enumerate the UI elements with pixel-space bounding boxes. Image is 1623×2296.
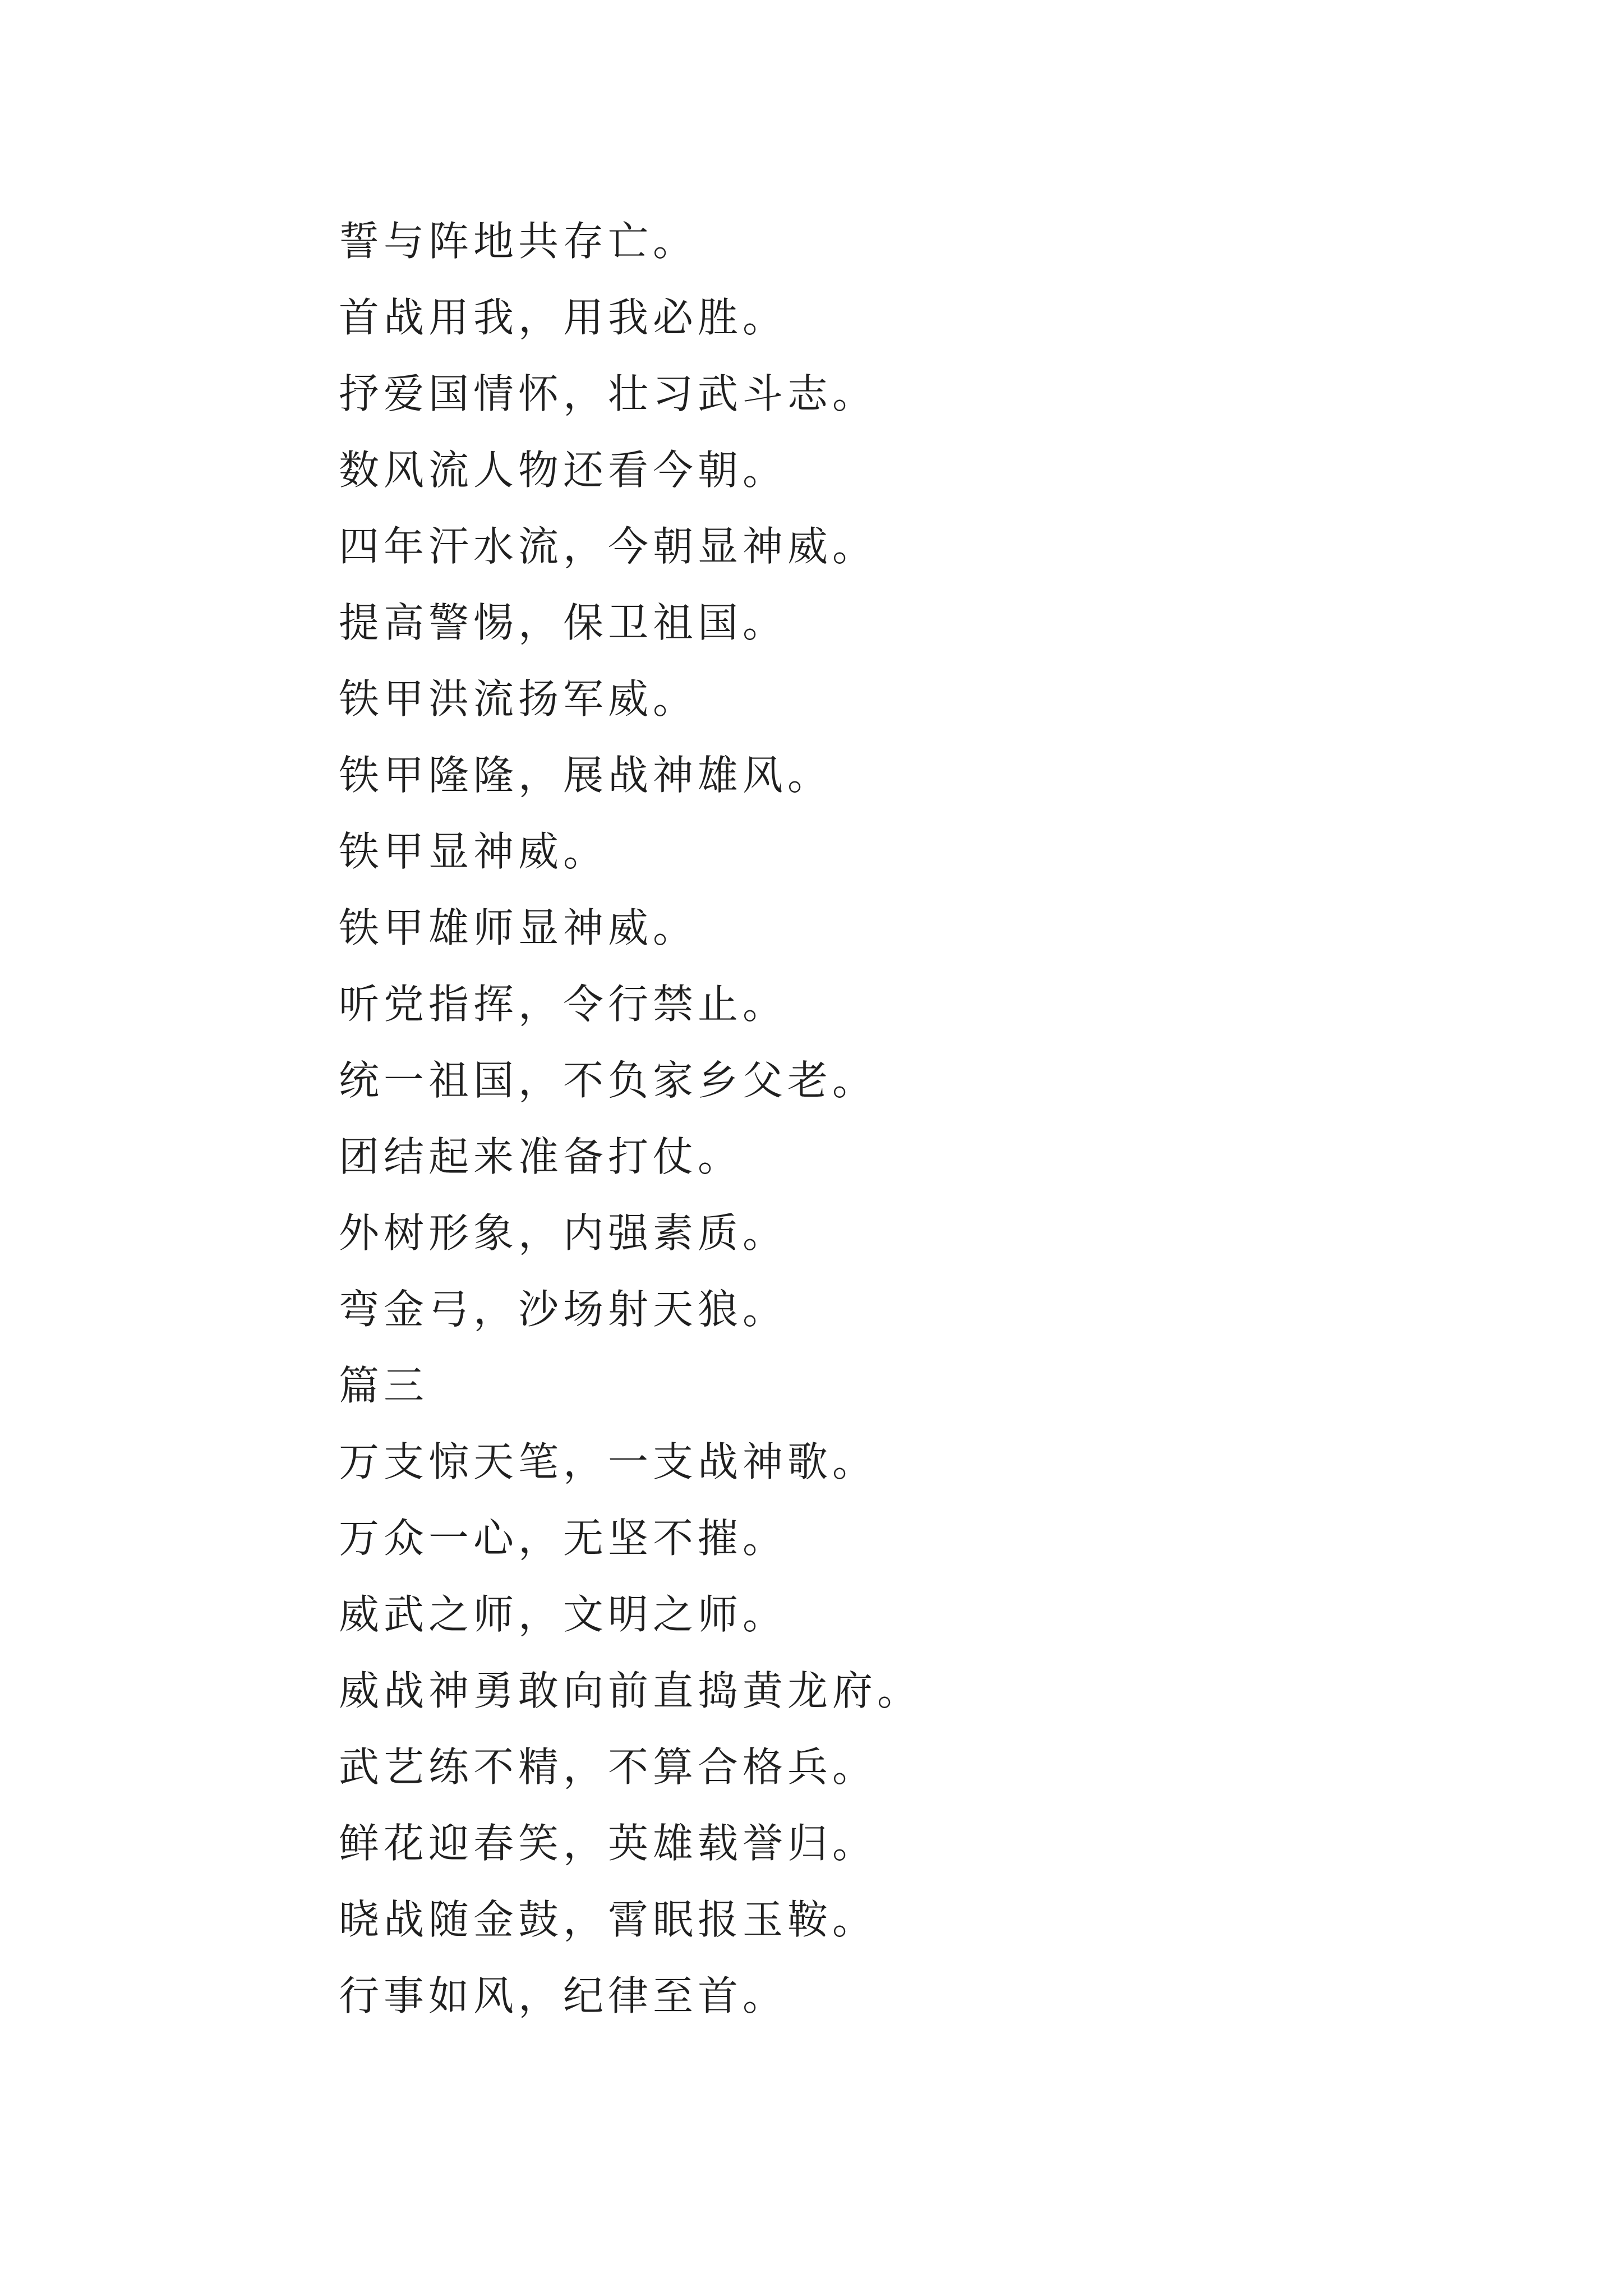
text-line: 铁甲隆隆，展战神雄风。 xyxy=(339,752,833,799)
text-line: 万众一心，无坚不摧。 xyxy=(339,1515,788,1562)
section-heading: 篇三 xyxy=(339,1362,429,1409)
text-line: 武艺练不精，不算合格兵。 xyxy=(339,1743,878,1791)
text-line: 誓与阵地共存亡。 xyxy=(339,218,698,265)
text-line: 团结起来准备打仗。 xyxy=(339,1133,743,1180)
text-line: 首战用我，用我必胜。 xyxy=(339,294,788,341)
text-line: 晓战随金鼓，霄眠报玉鞍。 xyxy=(339,1896,878,1943)
text-lines xyxy=(339,213,1460,2044)
text-line: 抒爱国情怀，壮习武斗志。 xyxy=(339,370,878,417)
text-line: 铁甲洪流扬军威。 xyxy=(339,675,698,723)
text-line: 万支惊天笔，一支战神歌。 xyxy=(339,1438,878,1485)
text-line: 威武之师，文明之师。 xyxy=(339,1591,788,1638)
text-line: 统一祖国，不负家乡父老。 xyxy=(339,1057,878,1104)
text-line: 听党指挥，令行禁止。 xyxy=(339,981,788,1028)
text-line: 四年汗水流，今朝显神威。 xyxy=(339,523,878,570)
text-line: 外树形象，内强素质。 xyxy=(339,1209,788,1257)
text-line: 铁甲显神威。 xyxy=(339,828,608,875)
text-line: 鲜花迎春笑，英雄载誉归。 xyxy=(339,1820,878,1867)
text-line: 铁甲雄师显神威。 xyxy=(339,904,698,951)
text-line: 威战神勇敢向前直捣黄龙府。 xyxy=(339,1667,923,1714)
text-line: 行事如风，纪律至首。 xyxy=(339,1972,788,2019)
text-line: 数风流人物还看今朝。 xyxy=(339,447,788,494)
text-line: 弯金弓，沙场射天狼。 xyxy=(339,1286,788,1333)
text-line: 提高警惕，保卫祖国。 xyxy=(339,599,788,646)
